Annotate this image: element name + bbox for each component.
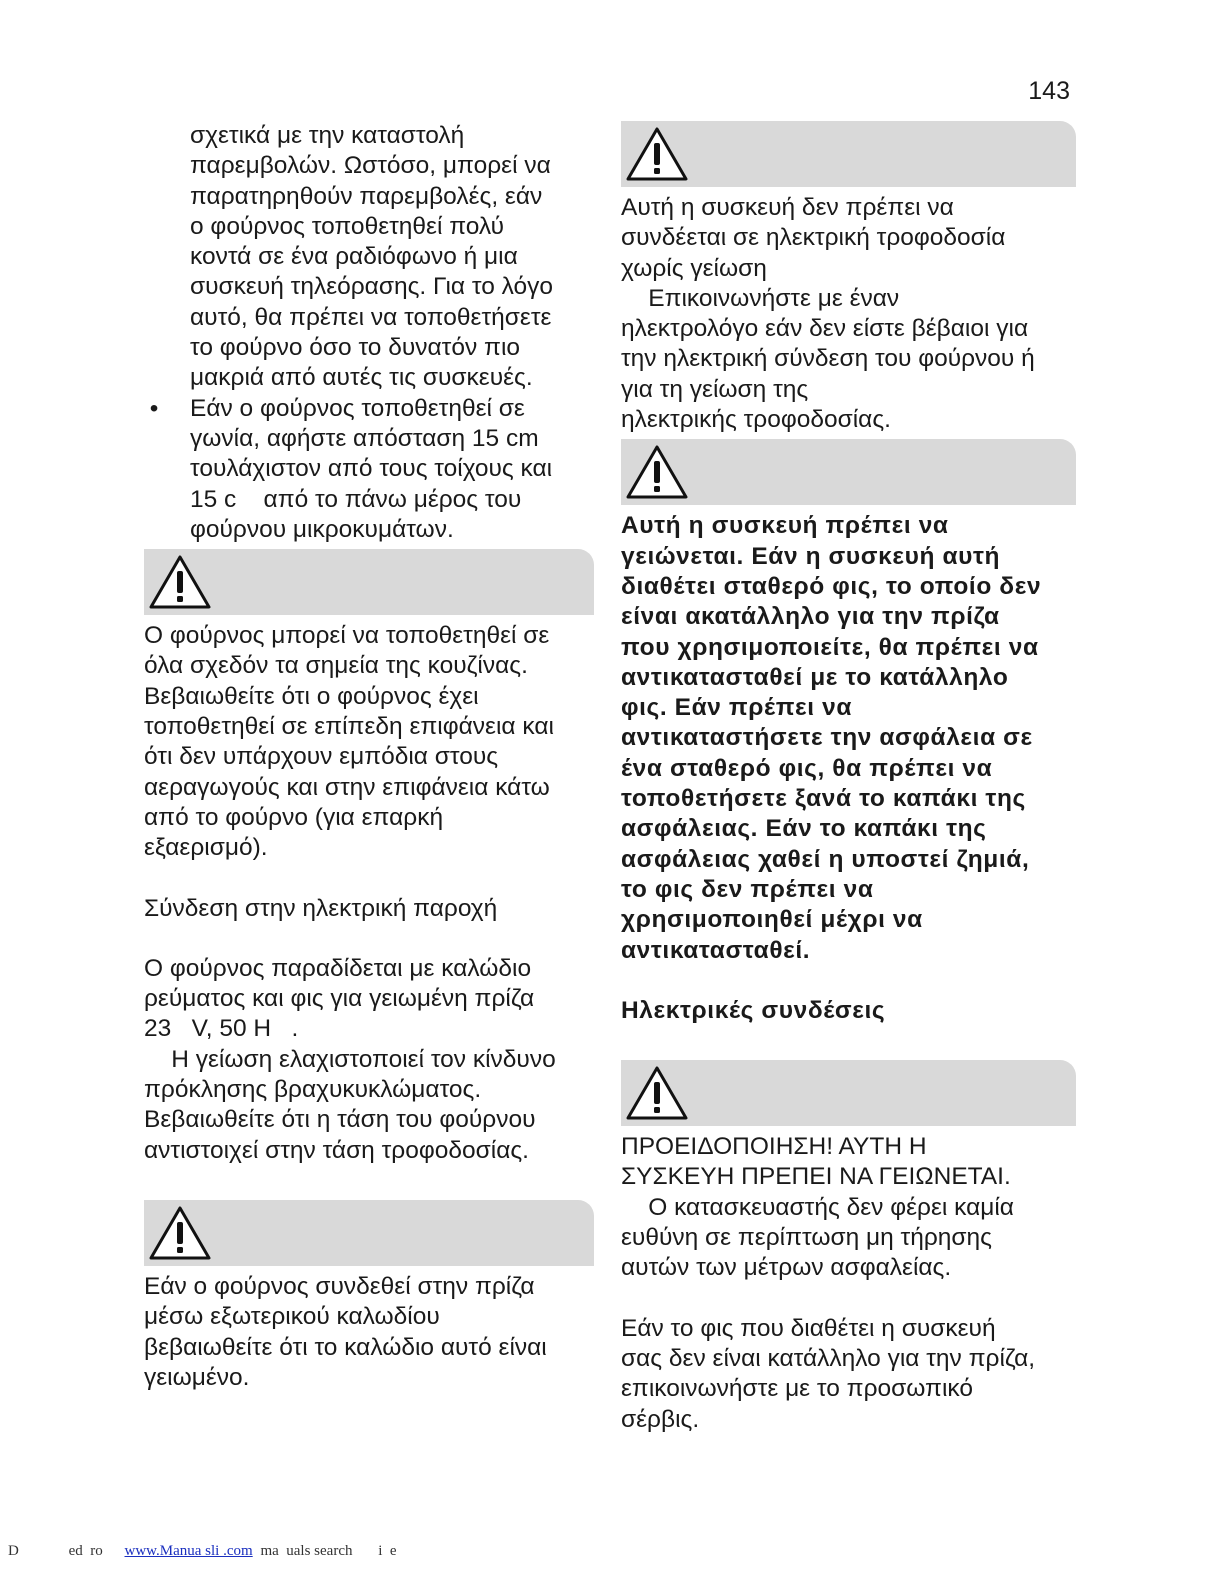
supply-paragraph [144,954,594,1166]
text-line: φις. Εάν πρέπει να [621,694,852,722]
text-line: συσκευή τηλεόρασης. Για το λόγο [190,273,554,301]
text-line: γειώνεται. Εάν η συσκευή αυτή [621,542,1001,570]
text-line: ότι δεν υπάρχουν εμπόδια στους [144,743,499,771]
text-line: επικοινωνήστε με το προσωπικό [621,1375,973,1403]
text-line: ένα σταθερό φις, θα πρέπει να [621,754,993,782]
page-number: 143 [1028,77,1070,105]
footer-text: ma uals search [260,1543,353,1559]
text-line: ηλεκτρικής τροφοδοσίας. [621,406,891,434]
text-line: ασφάλειας. Εάν το καπάκι της [621,815,987,843]
text-line: ρεύματος και φις για γειωμένη πρίζα [144,985,535,1013]
warning-text-manufacturer [621,1132,1076,1283]
section-heading: Σύνδεση στην ηλεκτρική παροχή [144,894,498,922]
text-line: Αυτή η συσκευή πρέπει να [621,512,949,540]
text-line: εξαερισμό). [144,834,268,862]
text-line: Η γείωση ελαχιστοποιεί τον κίνδυνο [144,1045,556,1073]
text-line: χρησιμοποιηθεί μέχρι να [621,906,923,934]
text-line: παρεμβολών. Ωστόσο, μπορεί να [190,152,551,180]
text-line: φούρνου μικροκυμάτων. [190,515,454,543]
text-line: ηλεκτρολόγο εάν δεν είστε βέβαιοι για [621,315,1029,343]
warning-triangle-icon [625,444,689,500]
text-line: από το φούρνο (για επαρκή [144,803,444,831]
bullet-symbol: • [149,394,159,422]
warning-text-cable [144,1272,594,1393]
warning-text-placement [144,621,594,863]
text-line: Βεβαιωθείτε ότι ο φούρνος έχει [144,682,479,710]
text-line: αντιστοιχεί στην τάση τροφοδοσίας. [144,1136,529,1164]
text-line: τοποθετηθεί σε επίπεδη επιφάνεια και [144,713,554,741]
text-line: αυτών των μέτρων ασφαλείας. [621,1254,952,1282]
right-column [621,121,1076,1435]
text-line: Εάν το φις που διαθέτει η συσκευή [621,1314,996,1342]
warning-triangle-icon [625,1065,689,1121]
text-line: μέσω εξωτερικού καλωδίου [144,1303,440,1331]
text-line: την ηλεκτρική σύνδεση του φούρνου ή [621,345,1035,373]
text-line: ΠΡΟΕΙΔΟΠΟΙΗΣΗ! ΑΥΤΗ Η [621,1133,927,1161]
footer [8,1541,1208,1561]
footer-text: i e [378,1543,397,1559]
text-line: συνδέεται σε ηλεκτρική τροφοδοσία [621,224,1006,252]
warning-bar [621,439,1076,505]
text-line: Βεβαιωθείτε ότι η τάση του φούρνου [144,1106,536,1134]
text-line: ΣΥΣΚΕΥΗ ΠΡΕΠΕΙ ΝΑ ΓΕΙΩΝΕΤΑΙ. [621,1163,1011,1191]
closing-paragraph [621,1314,1076,1435]
warning-triangle-icon [625,126,689,182]
warning-bar [144,549,594,615]
text-line: ευθύνη σε περίπτωση μη τήρησης [621,1224,992,1252]
warning-triangle-icon [148,1205,212,1261]
manualslib-link[interactable]: www.Manua sli .com [124,1543,253,1559]
text-line: αυτό, θα πρέπει να τοποθετήσετε [190,303,552,331]
text-line: τουλάχιστον από τους τοίχους και [190,455,553,483]
text-line: Ο κατασκευαστής δεν φέρει καμία [621,1193,1014,1221]
text-line: 15 c από το πάνω μέρος του [190,485,522,513]
text-line: γειωμένο. [144,1363,250,1391]
text-line: αντικαταστήσετε την ασφάλεια σε [621,724,1033,752]
text-line: βεβαιωθείτε ότι το καλώδιο αυτό είναι [144,1333,547,1361]
text-line: τοποθετήσετε ξανά το καπάκι της [621,785,1026,813]
text-line: κοντά σε ένα ραδιόφωνο ή μια [190,243,518,271]
text-line: σέρβις. [621,1405,700,1433]
intro-paragraph [144,121,594,394]
section-heading: Ηλεκτρικές συνδέσεις [621,996,886,1024]
text-line: που χρησιμοποιείτε, θα πρέπει να [621,633,1039,661]
text-line: γωνία, αφήστε απόσταση 15 cm [190,424,539,452]
text-line: αεραγωγούς και στην επιφάνεια κάτω [144,773,550,801]
text-line: Ο φούρνος μπορεί να τοποθετηθεί σε [144,622,550,650]
bullet-item [144,394,594,545]
left-column [144,121,594,1393]
text-line: 23 V, 50 H . [144,1015,299,1043]
text-line: ασφάλειας χαθεί η υποστεί ζημιά, [621,845,1030,873]
warning-text-plug [621,511,1076,965]
text-line: όλα σχεδόν τα σημεία της κουζίνας. [144,652,528,680]
warning-bar [144,1200,594,1266]
text-line: το φις δεν πρέπει να [621,875,874,903]
text-line: Αυτή η συσκευή δεν πρέπει να [621,194,954,221]
text-line: πρόκλησης βραχυκυκλώματος. [144,1076,482,1104]
text-line: Εάν ο φούρνος τοποθετηθεί σε [190,394,525,422]
warning-text-grounding [621,193,1076,435]
footer-text: D [8,1543,19,1559]
text-line: αντικατασταθεί με το κατάλληλο [621,663,1009,691]
warning-bar [621,1060,1076,1126]
text-line: Ο φούρνος παραδίδεται με καλώδιο [144,954,532,982]
warning-bar [621,121,1076,187]
text-line: για τη γείωση της [621,375,809,403]
text-line: είναι ακατάλληλο για την πρίζα [621,603,1000,631]
text-line: Εάν ο φούρνος συνδεθεί στην πρίζα [144,1272,535,1300]
text-line: Επικοινωνήστε με έναν [621,284,900,312]
text-line: μακριά από αυτές τις συσκευές. [190,364,533,392]
text-line: χωρίς γείωση [621,254,767,282]
text-line: το φούρνο όσο το δυνατόν πιο [190,334,521,362]
footer-text: ed ro [68,1543,103,1559]
text-line: σας δεν είναι κατάλληλο για την πρίζα, [621,1344,1036,1372]
warning-triangle-icon [148,554,212,610]
text-line: αντικατασταθεί. [621,936,811,964]
text-line: σχετικά με την καταστολή [190,122,465,149]
text-line: διαθέτει σταθερό φις, το οποίο δεν [621,572,1042,600]
text-line: παρατηρηθούν παρεμβολές, εάν [190,182,543,210]
text-line: ο φούρνος τοποθετηθεί πολύ [190,212,504,240]
